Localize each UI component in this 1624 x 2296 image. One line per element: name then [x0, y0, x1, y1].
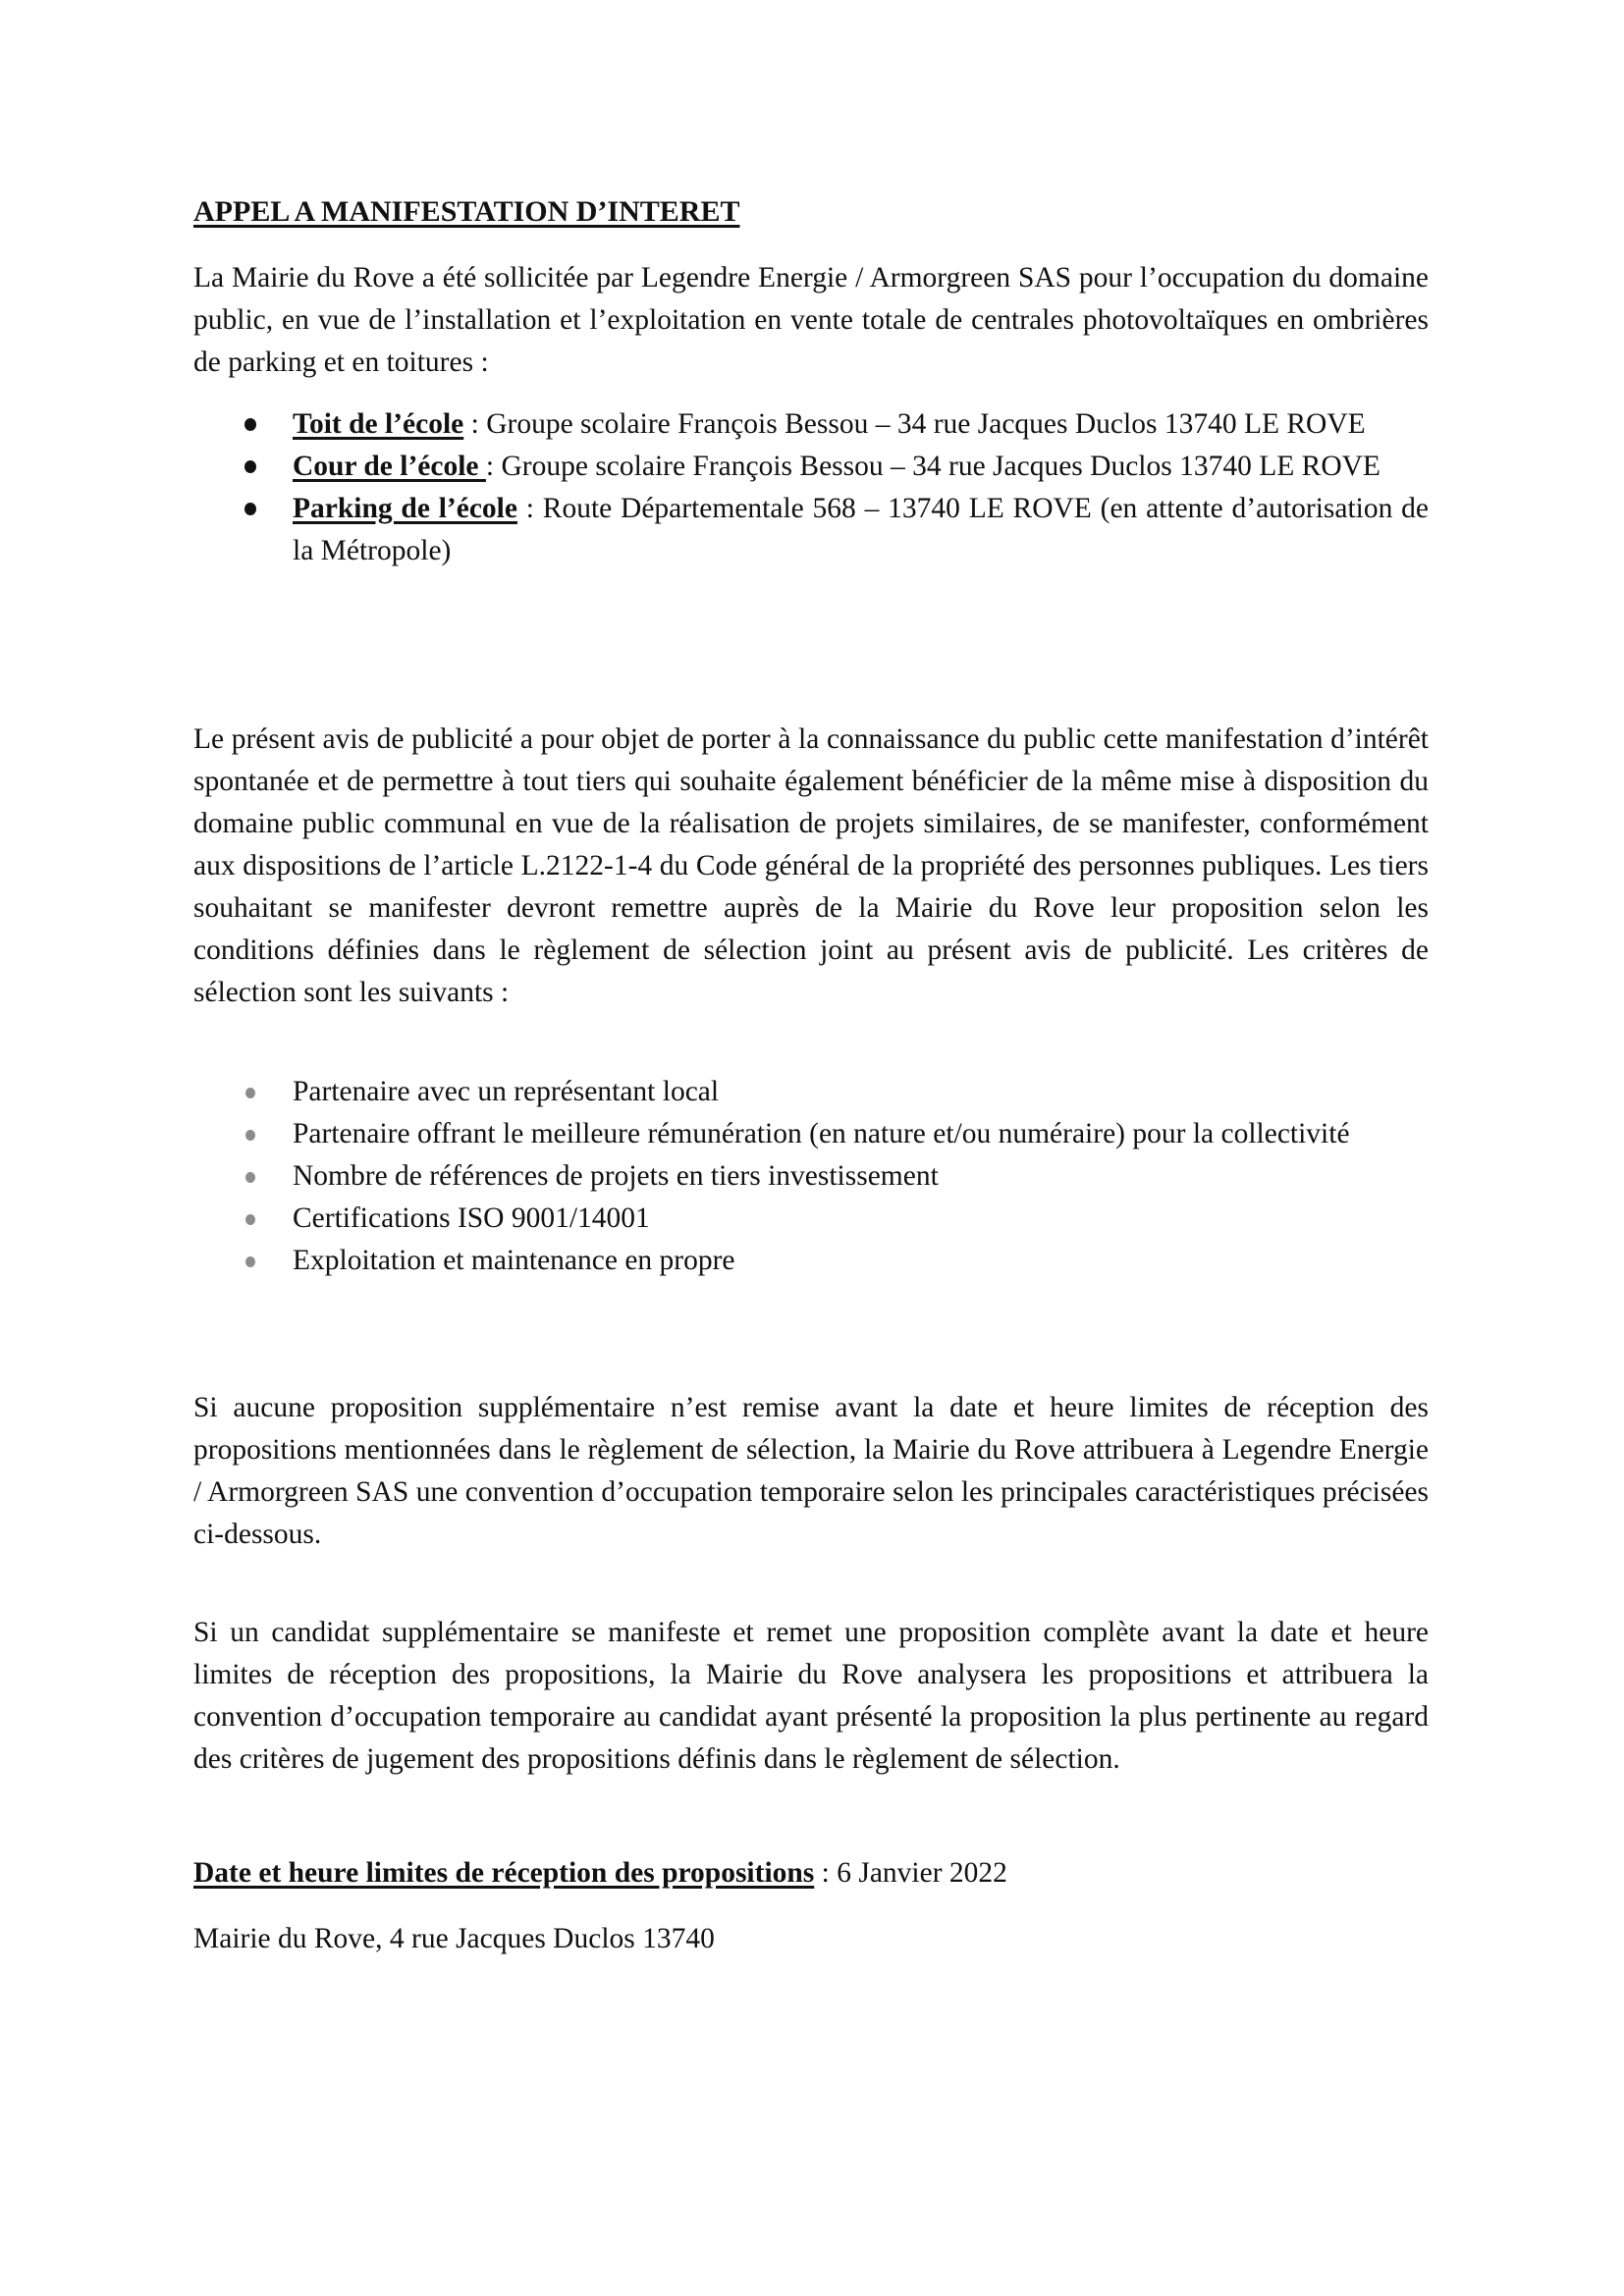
notice-paragraph: Le présent avis de publicité a pour objet de porter à la connaissance du public cette manifestation d’intérêt spontanée et de permettre à tout tiers qui souhaite également bénéficier de la même mise à disposition du domaine public communal en vue de la réalisation de projets similaires, de se manifester, conformément aux dispositions de l’article L.2122-1-4 du Code général de la propriété des personnes publiques. Les tiers souhaitant se manifester devront remettre auprès de la Mairie du Rove leur proposition selon les conditions définies dans le règlement de sélection joint au présent avis de publicité. Les critères de sélection sont les suivants :: [193, 723, 1429, 1008]
criteria-list: [193, 1071, 1429, 1282]
site-label: Parking de l’école: [293, 493, 517, 524]
criteria-text: Partenaire offrant le meilleure rémunération (en nature et/ou numéraire) pour la collectivité: [293, 1118, 1350, 1149]
deadline-value: 6 Janvier 2022: [837, 1857, 1007, 1889]
site-text: Groupe scolaire François Bessou – 34 rue Jacques Duclos 13740 LE ROVE: [486, 408, 1366, 440]
bullet-icon: [244, 460, 256, 473]
sites-list: [193, 403, 1429, 572]
criteria-item: [193, 1240, 1429, 1282]
bullet-icon: [245, 1172, 255, 1183]
criteria-item: [193, 1155, 1429, 1198]
bullet-icon: [244, 418, 256, 431]
bullet-icon: [245, 1256, 255, 1267]
criteria-item: [193, 1113, 1429, 1155]
additional-candidate-paragraph: Si un candidat supplémentaire se manifeste et remet une proposition complète avant la date et heure limites de réception des propositions, la Mairie du Rove analysera les propositions et attribuera la convention d’occupation temporaire au candidat ayant présenté la proposition la plus pertinente au regard des critères de jugement des propositions définis dans le règlement de sélection.: [193, 1617, 1429, 1775]
no-proposal-paragraph: Si aucune proposition supplémentaire n’est remise avant la date et heure limites de réception des propositions mentionnées dans le règlement de sélection, la Mairie du Rove attribuera à Legendre Energie / Armorgreen SAS une convention d’occupation temporaire selon les principales caractéristiques précisées ci-dessous.: [193, 1392, 1429, 1550]
site-separator: :: [463, 408, 487, 440]
site-text: Groupe scolaire François Bessou – 34 rue Jacques Duclos 13740 LE ROVE: [501, 451, 1380, 482]
site-item-parking: [193, 488, 1429, 572]
document-title: APPEL A MANIFESTATION D’INTERET: [193, 195, 740, 228]
criteria-text: Certifications ISO 9001/14001: [293, 1202, 650, 1234]
bullet-icon: [244, 503, 256, 515]
bullet-icon: [245, 1214, 255, 1225]
deadline-line: [193, 1852, 1429, 1895]
bullet-icon: [245, 1130, 255, 1141]
site-label: Cour de l’école: [293, 451, 486, 482]
site-separator: :: [485, 451, 502, 482]
site-item-courtyard: [193, 446, 1429, 488]
criteria-text: Nombre de références de projets en tiers investissement: [293, 1160, 939, 1192]
bullet-icon: [245, 1088, 255, 1098]
deadline-label: Date et heure limites de réception des propositions: [193, 1857, 815, 1889]
site-text: Route Départementale 568 – 13740 LE ROVE (en attente d’autorisation de la Métropole): [293, 493, 1429, 566]
criteria-text: Partenaire avec un représentant local: [293, 1076, 720, 1107]
site-separator: :: [516, 493, 543, 524]
criteria-item: [193, 1071, 1429, 1113]
deadline-separator: :: [814, 1857, 838, 1889]
site-label: Toit de l’école: [293, 408, 464, 440]
criteria-text: Exploitation et maintenance en propre: [293, 1245, 735, 1276]
site-item-roof: [193, 403, 1429, 446]
criteria-item: [193, 1198, 1429, 1240]
intro-paragraph: La Mairie du Rove a été sollicitée par Legendre Energie / Armorgreen SAS pour l’occupation du domaine public, en vue de l’installation et l’exploitation en vente totale de centrales photovoltaïques en ombrières de parking et en toitures :: [193, 262, 1429, 378]
address-line: Mairie du Rove, 4 rue Jacques Duclos 13740: [193, 1923, 715, 1954]
